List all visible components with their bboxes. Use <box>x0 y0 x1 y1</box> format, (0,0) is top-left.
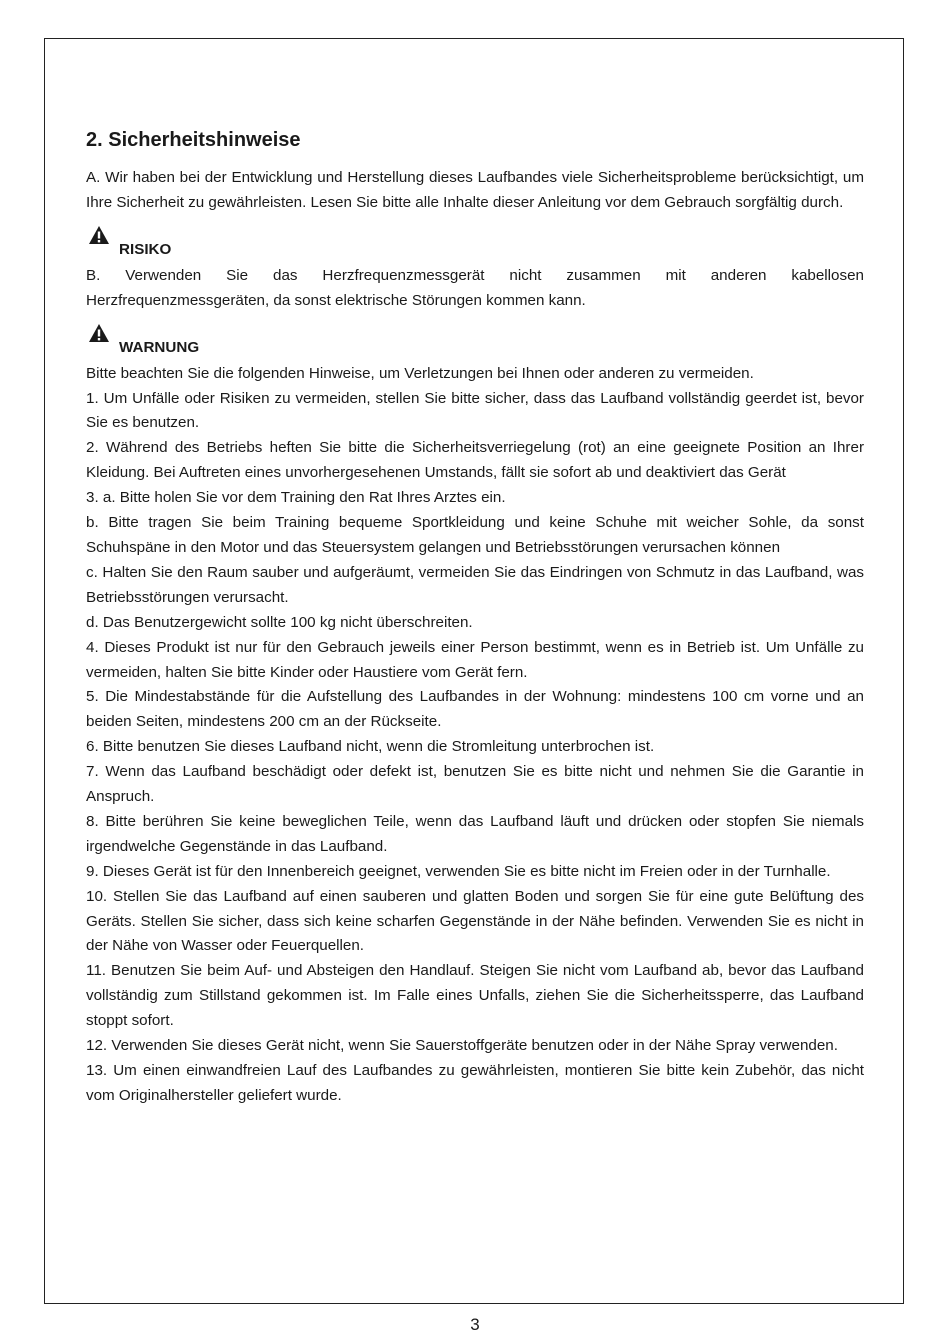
list-item: 13. Um einen einwandfreien Lauf des Laufbandes zu gewährleisten, montieren Sie bitte kein Zubehör, das nicht vom Originalhersteller geliefert wurde. <box>86 1062 864 1104</box>
list-item: d. Das Benutzergewicht sollte 100 kg nicht überschreiten. <box>86 613 473 631</box>
list-item: 3. a. Bitte holen Sie vor dem Training den Rat Ihres Arztes ein. <box>86 489 506 507</box>
list-item: 12. Verwenden Sie dieses Gerät nicht, wenn Sie Sauerstoffgeräte benutzen oder in der Nähe Spray verwenden. <box>86 1037 838 1055</box>
list-item: 2. Während des Betriebs heften Sie bitte die Sicherheitsverriegelung (rot) an eine geeignete Position an Ihrer Kleidung. Bei Auftreten eines unvorhergesehenen Umstands, fällt sie sofort ab und deaktiviert das Gerät <box>86 439 864 482</box>
list-item: 10. Stellen Sie das Laufband auf einen sauberen und glatten Boden und sorgen Sie für eine gute Belüftung des Geräts. Stellen Sie sicher, dass sich keine scharfen Gegenstände in der Nähe befinden. Verwenden Sie es nicht in der Nähe von Wasser oder Feuerquellen. <box>86 887 864 955</box>
list-item: 1. Um Unfälle oder Risiken zu vermeiden, stellen Sie bitte sicher, dass das Laufband vollständig geerdet ist, bevor Sie es benutzen. <box>86 389 864 432</box>
warning-triangle-icon <box>88 225 110 245</box>
page-content <box>86 126 864 1109</box>
warning-lead: Bitte beachten Sie die folgenden Hinweise, um Verletzungen bei Ihnen oder anderen zu vermeiden. <box>86 364 754 382</box>
warning-triangle-icon <box>88 323 110 343</box>
risk-label: RISIKO <box>119 240 172 258</box>
list-item: 4. Dieses Produkt ist nur für den Gebrauch jeweils einer Person bestimmt, wenn es in Betrieb ist. Um Unfälle zu vermeiden, halten Sie bitte Kinder oder Haustiere vom Gerät fern. <box>86 638 864 681</box>
list-item: c. Halten Sie den Raum sauber und aufgeräumt, vermeiden Sie das Eindringen von Schmutz in das Laufband, was Betriebsstörungen verursacht. <box>86 563 864 606</box>
warning-list <box>86 387 864 1109</box>
list-item: 6. Bitte benutzen Sie dieses Laufband nicht, wenn die Stromleitung unterbrochen ist. <box>86 738 655 756</box>
section-heading: 2. Sicherheitshinweise <box>86 129 301 151</box>
risk-paragraph: B. Verwenden Sie das Herzfrequenzmessgerät nicht zusammen mit anderen kabellosen Herzfrequenzmessgeräten, da sonst elektrische Störungen kommen kann. <box>86 266 864 309</box>
list-item: 9. Dieses Gerät ist für den Innenbereich geeignet, verwenden Sie es bitte nicht im Freien oder in der Turnhalle. <box>86 862 831 880</box>
warning-label: WARNUNG <box>119 338 200 356</box>
intro-paragraph: A. Wir haben bei der Entwicklung und Herstellung dieses Laufbandes viele Sicherheitsprobleme berücksichtigt, um Ihre Sicherheit zu gewährleisten. Lesen Sie bitte alle Inhalte dieser Anleitung vor dem Gebrauch sorgfältig durch. <box>86 169 864 211</box>
list-item: 8. Bitte berühren Sie keine beweglichen Teile, wenn das Laufband läuft und drücken oder stopfen Sie niemals irgendwelche Gegenstände in das Laufband. <box>86 812 864 855</box>
list-item: 11. Benutzen Sie beim Auf- und Absteigen den Handlauf. Steigen Sie nicht vom Laufband ab, bevor das Laufband vollständig zum Stillstand gekommen ist. Im Falle eines Unfalls, ziehen Sie die Sicherheitssperre, das Laufband stoppt sofort. <box>86 962 864 1030</box>
list-item: 7. Wenn das Laufband beschädigt oder defekt ist, benutzen Sie es bitte nicht und nehmen Sie die Garantie in Anspruch. <box>86 763 864 806</box>
list-item: b. Bitte tragen Sie beim Training bequeme Sportkleidung und keine Schuhe mit weicher Sohle, da sonst Schuhspäne in den Motor und das Steuersystem gelangen und Betriebsstörungen verursachen können <box>86 514 864 556</box>
page-number: 3 <box>470 1315 480 1334</box>
list-item: 5. Die Mindestabstände für die Aufstellung des Laufbandes in der Wohnung: mindestens 100 cm vorne und an beiden Seiten, mindestens 200 cm an der Rückseite. <box>86 688 864 731</box>
